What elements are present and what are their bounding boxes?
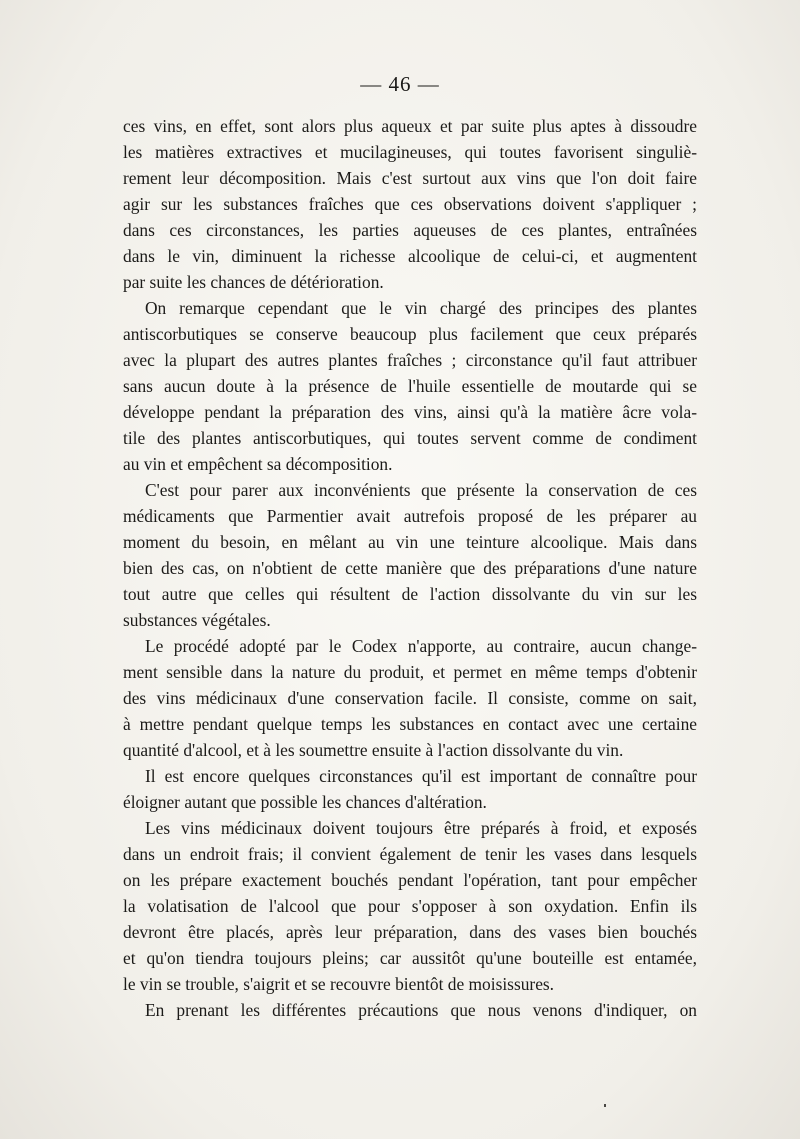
ink-speck — [604, 1104, 606, 1107]
text-line: et qu'on tiendra toujours pleins; car aussitôt qu'une bouteille est entamée, — [123, 948, 697, 968]
text-line: agir sur les substances fraîches que ces observations doivent s'appliquer ; — [123, 194, 697, 214]
text-line: éloigner autant que possible les chances d'altération. — [123, 792, 487, 812]
text-line: C'est pour parer aux inconvénients que présente la conservation de ces — [145, 480, 697, 500]
text-line: développe pendant la préparation des vins, ainsi qu'à la matière âcre vola- — [123, 402, 697, 422]
page-number: — 46 — — [360, 72, 440, 96]
text-line: Les vins médicinaux doivent toujours être préparés à froid, et exposés — [145, 818, 697, 838]
text-line: par suite les chances de détérioration. — [123, 272, 384, 292]
text-line: sans aucun doute à la présence de l'huile essentielle de moutarde qui se — [123, 376, 697, 396]
body-text — [123, 113, 697, 1023]
text-line: dans ces circonstances, les parties aqueuses de ces plantes, entraînées — [123, 220, 697, 240]
text-line: tile des plantes antiscorbutiques, qui toutes servent comme de condiment — [123, 428, 697, 448]
text-line: quantité d'alcool, et à les soumettre ensuite à l'action dissolvante du vin. — [123, 740, 624, 760]
text-line: dans le vin, diminuent la richesse alcoolique de celui-ci, et augmentent — [123, 246, 697, 266]
text-line: médicaments que Parmentier avait autrefois proposé de les préparer au — [123, 506, 697, 526]
text-line: les matières extractives et mucilagineuses, qui toutes favorisent singuliè- — [123, 142, 697, 162]
text-line: avec la plupart des autres plantes fraîches ; circonstance qu'il faut attribuer — [123, 350, 697, 370]
text-line: le vin se trouble, s'aigrit et se recouvre bientôt de moisissures. — [123, 974, 555, 994]
text-line: antiscorbutiques se conserve beaucoup plus facilement que ceux préparés — [123, 324, 697, 344]
text-line: rement leur décomposition. Mais c'est surtout aux vins que l'on doit faire — [123, 168, 697, 188]
text-line: Le procédé adopté par le Codex n'apporte, au contraire, aucun change- — [145, 636, 697, 656]
text-line: ces vins, en effet, sont alors plus aqueux et par suite plus aptes à dissoudre — [123, 116, 697, 136]
text-line: on les prépare exactement bouchés pendant l'opération, tant pour empêcher — [123, 870, 697, 890]
text-line: En prenant les différentes précautions que nous venons d'indiquer, on — [145, 1000, 697, 1020]
text-line: Il est encore quelques circonstances qu'il est important de connaître pour — [145, 766, 697, 786]
text-line: On remarque cependant que le vin chargé des principes des plantes — [145, 298, 697, 318]
text-line: la volatisation de l'alcool que pour s'opposer à son oxydation. Enfin ils — [123, 896, 697, 916]
text-line: tout autre que celles qui résultent de l'action dissolvante du vin sur les — [123, 584, 697, 604]
text-line: dans un endroit frais; il convient également de tenir les vases dans lesquels — [123, 844, 697, 864]
text-line: à mettre pendant quelque temps les substances en contact avec une certaine — [123, 714, 697, 734]
text-line: bien des cas, on n'obtient de cette manière que des préparations d'une nature — [123, 558, 697, 578]
text-line: moment du besoin, en mêlant au vin une teinture alcoolique. Mais dans — [123, 532, 697, 552]
text-line: des vins médicinaux d'une conservation facile. Il consiste, comme on sait, — [123, 688, 697, 708]
text-line: substances végétales. — [123, 610, 271, 630]
text-line: au vin et empêchent sa décomposition. — [123, 454, 393, 474]
text-line: devront être placés, après leur préparation, dans des vases bien bouchés — [123, 922, 697, 942]
text-line: ment sensible dans la nature du produit, et permet en même temps d'obtenir — [123, 662, 697, 682]
